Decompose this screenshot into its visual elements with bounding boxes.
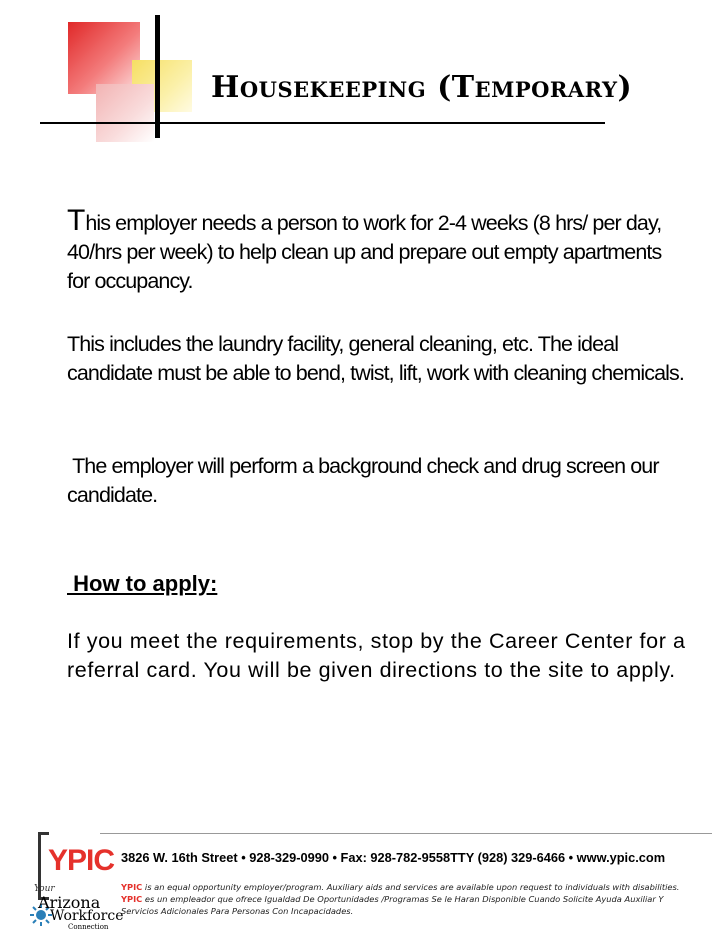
disclaimer-spanish: es un empleador que ofrece Igualdad De Oportunidades /Programas Se le Haran Disponible Cuando Solicite Ayuda Auxiliar Y Servicios Adicionales Para Personas Con Incapacidades. (121, 894, 664, 916)
page-title: Housekeeping (Temporary) (211, 70, 633, 105)
description-paragraph-2: This includes the laundry facility, general cleaning, etc. The ideal candidate must be able to bend, twist, lift, work with cleaning chemicals. (67, 332, 684, 385)
disclaimer-brand: YPIC (121, 882, 143, 892)
logo-ypic-text: YPIC (48, 844, 115, 877)
description-paragraph-1 (67, 206, 687, 296)
vertical-rule (155, 15, 160, 138)
logo-connection-text: Connection (68, 923, 109, 931)
disclaimer-english: is an equal opportunity employer/program. Auxiliary aids and services are available upon request to individuals with disabilities. (142, 882, 680, 892)
logo-arizona-text: Arizona (38, 893, 101, 912)
header-rule (40, 122, 605, 124)
description-paragraph-3: The employer will perform a background check and drug screen our candidate. (67, 454, 664, 507)
footer-contact-line: 3826 W. 16th Street • 928-329-0990 • Fax: 928-782-9558TTY (928) 329-6466 • www.ypic.com (121, 850, 666, 865)
logo-workforce-text: Workforce (50, 908, 124, 924)
description-paragraph-1-text: his employer needs a person to work for 2-4 weeks (8 hrs/ per day, 40/hrs per week) to help clean up and prepare out empty apartments for occupancy. (67, 211, 662, 293)
footer-rule (100, 833, 712, 834)
footer-disclaimer (121, 881, 696, 917)
how-to-apply-heading: How to apply: (67, 571, 218, 596)
decorative-pink-square (96, 84, 154, 142)
logo-your-text: Your (34, 884, 55, 894)
disclaimer-brand: YPIC (121, 894, 143, 904)
drop-cap: T (67, 204, 86, 237)
how-to-apply-text: If you meet the requirements, stop by the Career Center for a referral card. You will be given directions to the site to apply. (67, 629, 686, 682)
ypic-logo (28, 830, 124, 938)
